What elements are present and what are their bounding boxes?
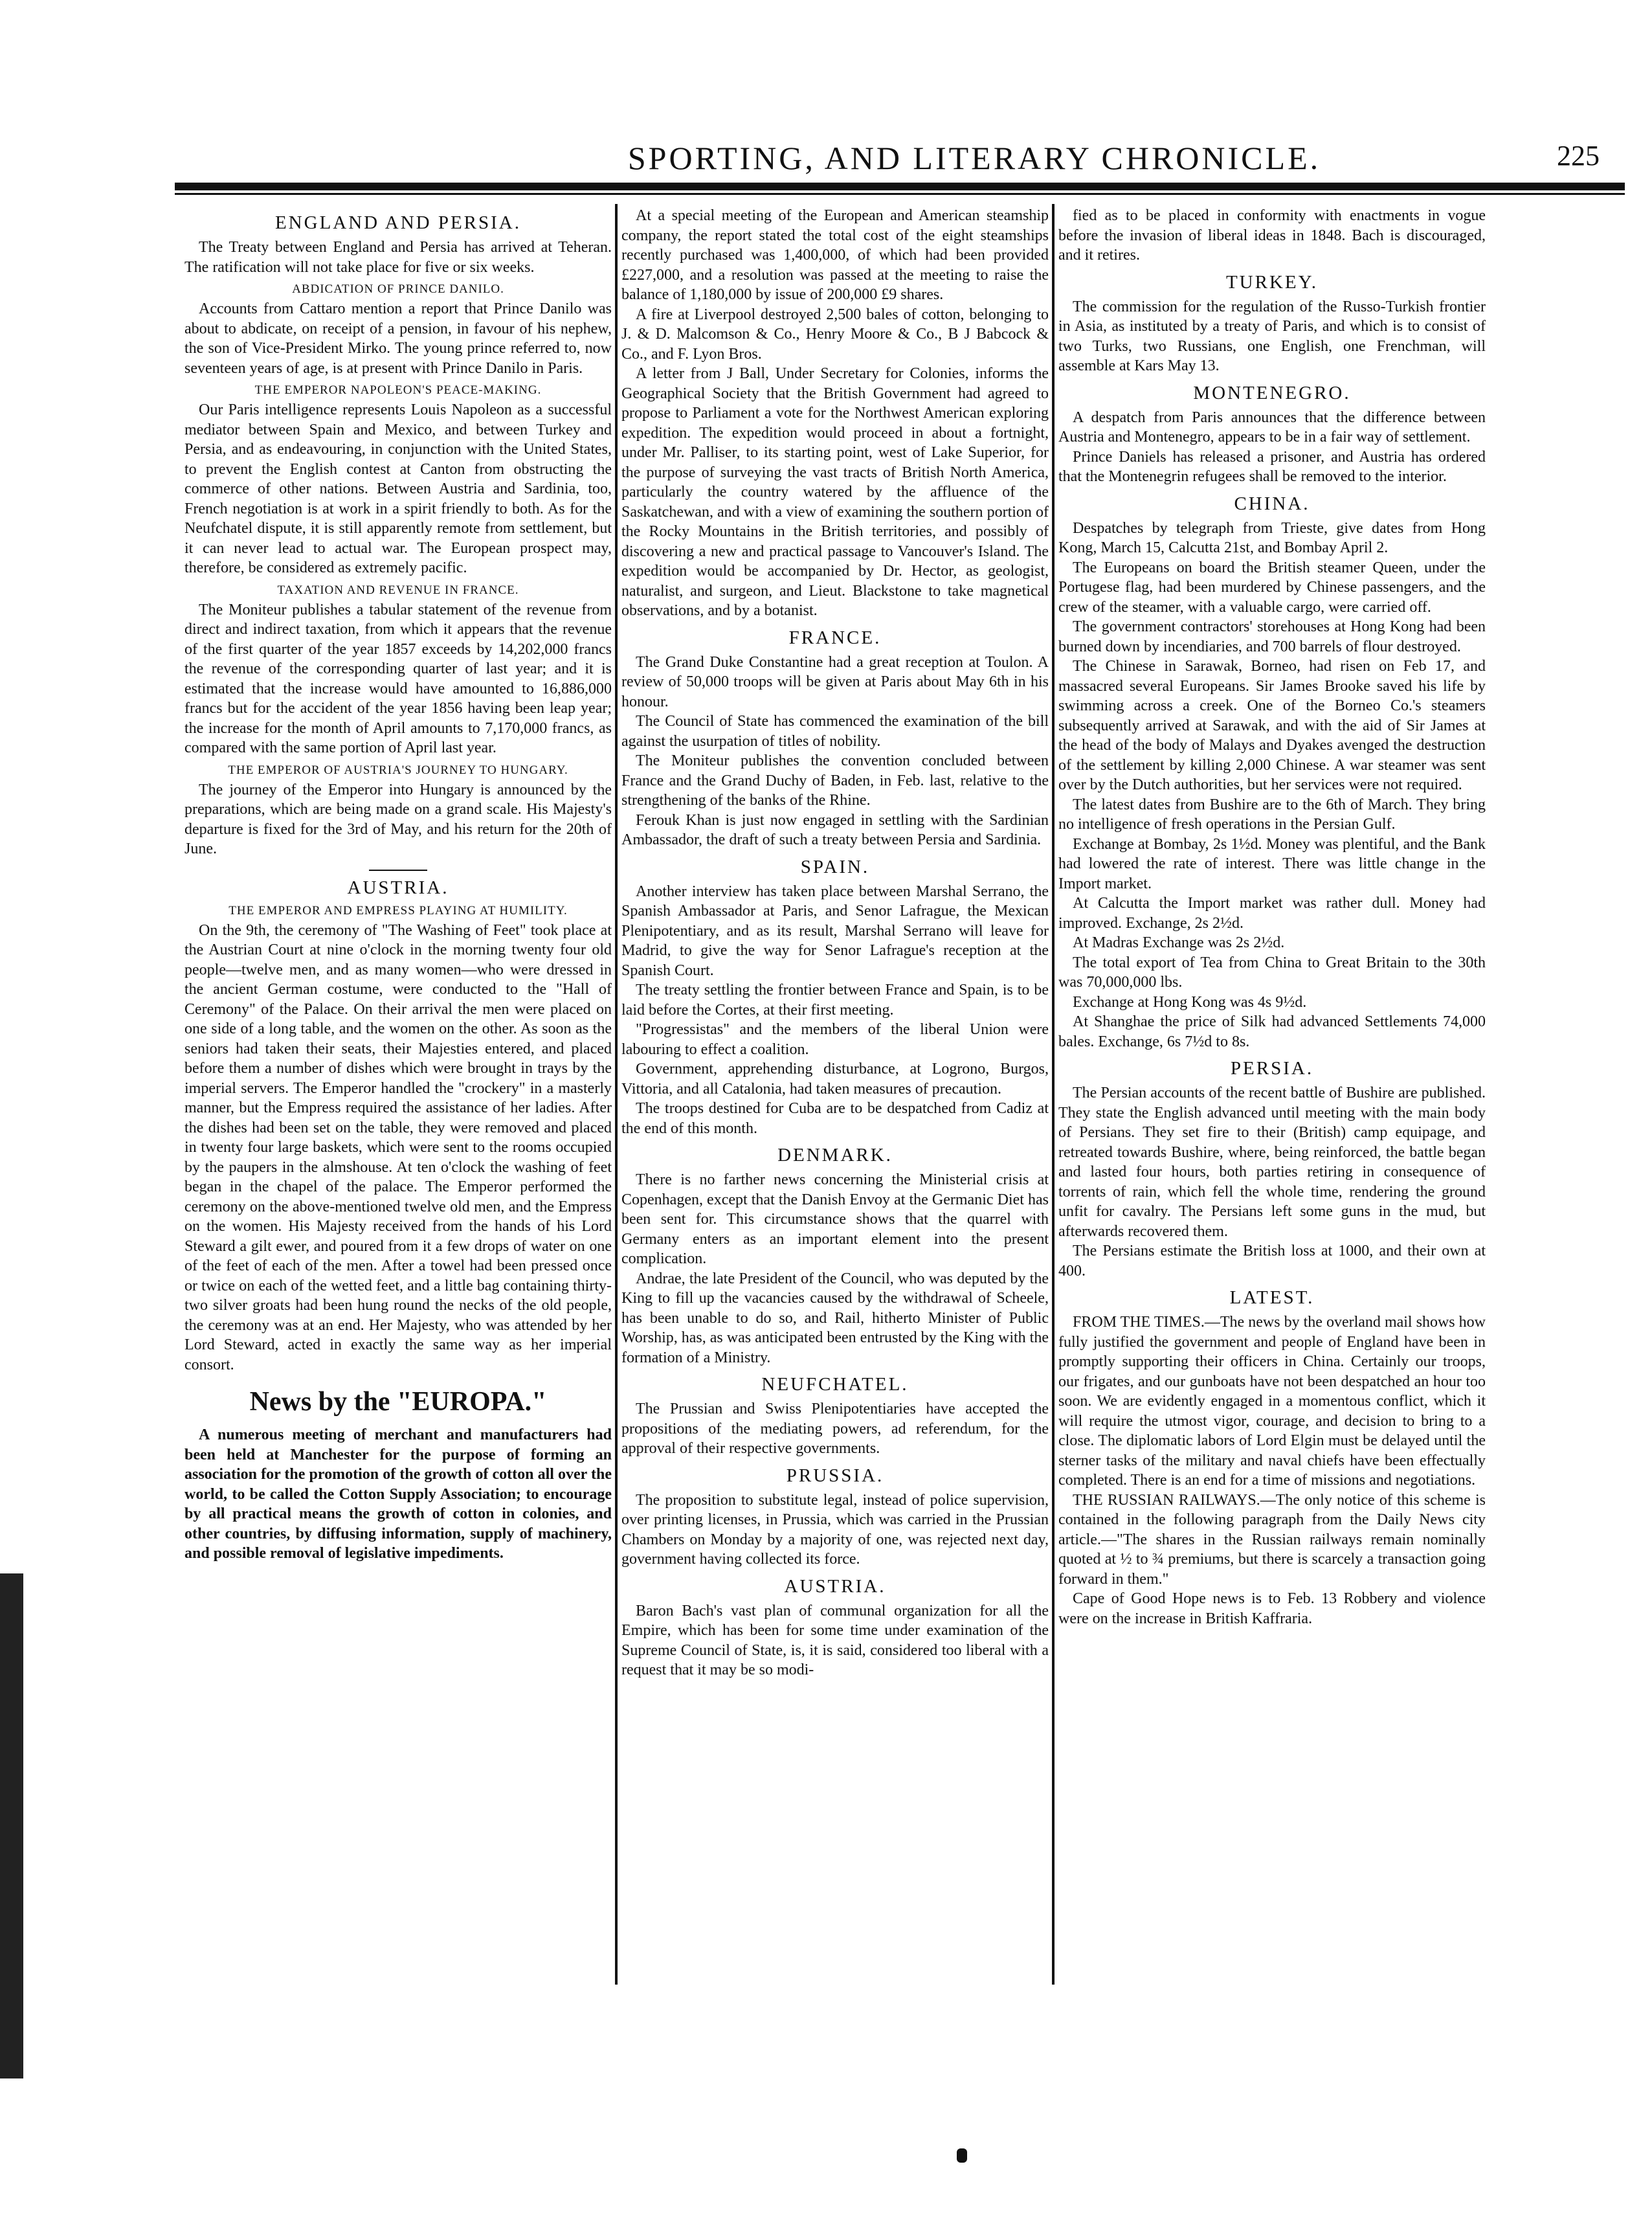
- column-divider: [615, 204, 618, 1985]
- article-paragraph: There is no farther news concerning the Ministerial crisis at Copenhagen, except that the Danish Envoy at the Germanic Diet has been sent for. This circumstance shows that the quarrel with Germany enters as an important element into the present complication.: [621, 1171, 1049, 1267]
- article-paragraph: Prince Daniels has released a prisoner, and Austria has ordered that the Montenegrin refugees shall be removed to the interior.: [1058, 448, 1486, 485]
- article-paragraph: "Progressistas" and the members of the liberal Union were labouring to effect a coalition.: [621, 1021, 1049, 1058]
- article-paragraph: The journey of the Emperor into Hungary is announced by the preparations, which are being made on a grand scale. His Majesty's departure is fixed for the 3rd of May, and his return for the 20th of June.: [184, 781, 612, 857]
- article-paragraph: Andrae, the late President of the Council, who was deputed by the King to fill up the vacancies caused by the withdrawal of Scheele, has been unable to do so, and Rail, hitherto Minister of Public Worship, has, as was anticipated been entrusted by the King with the formation of a Ministry.: [621, 1270, 1049, 1366]
- subheading: THE EMPEROR OF AUSTRIA'S JOURNEY TO HUNGARY.: [228, 763, 568, 777]
- article-paragraph: Government, apprehending disturbance, at Logrono, Burgos, Vittoria, and all Catalonia, had taken measures of precaution.: [621, 1061, 1049, 1098]
- header-rule-thin: [175, 193, 1625, 195]
- subheading: THE EMPEROR NAPOLEON'S PEACE-MAKING.: [254, 383, 542, 397]
- article-paragraph: Exchange at Hong Kong was 4s 9½d.: [1073, 993, 1307, 1011]
- column-1: [184, 206, 612, 1564]
- article-paragraph: THE RUSSIAN RAILWAYS.—The only notice of this scheme is contained in the following paragraph from the Daily News city article.—"The shares in the Russian railways remain nominally quoted at ½ to ¾ premiums, but there is scarcely a transaction going forward in them.": [1058, 1491, 1486, 1588]
- header-rule: [175, 183, 1625, 190]
- article-paragraph: A letter from J Ball, Under Secretary for Colonies, informs the Geographical Society that the British Government had agreed to propose to Parliament a vote for the Northwest American exploring expedition. The expedition would proceed in about a fortnight, under Mr. Palliser, to its starting point, west of Lake Superior, for the purpose of surveying the vast tracts of British North America, particularly the country watered by the affluence of the Saskatchewan, and with a view of examining the southern portion of the Rocky Mountains in the British territories, and possibly of discovering a new and practical passage to Vancouver's Island. The expedition would be accompanied by Dr. Hector, as geologist, naturalist, and surgeon, and Lieut. Blackstone to take magnetical observations, and by a botanist.: [621, 365, 1049, 619]
- article-paragraph: On the 9th, the ceremony of "The Washing of Feet" took place at the Austrian Court at nine o'clock in the morning twenty four old people—twelve men, and as many women—who were dressed in the ancient German costume, were conducted to the "Hall of Ceremony" of the Palace. On their arrival the men were placed on one side of a long table, and the women on the other. As soon as the seniors had taken their seats, their Majesties entered, and placed before them a number of dishes which were brought in trays by the imperial servers. The Emperor handled the "crockery" in a masterly manner, but the Empress required the assistance of her ladies. After the dishes had been set on the table, they were removed and placed in twenty four large baskets, which were sent to the rooms occupied by the paupers in the almshouse. At ten o'clock the washing of feet began in the chapel of the palace. The Emperor performed the ceremony on the above-mentioned twelve old men, and the Empress on the women. His Majesty received from the hands of his Lord Steward a gilt ewer, and poured from it a few drops of water on one of the feet of each of the men. After a towel had been pressed once or twice on each of the wetted feet, and a little bag containing thirty-two silver groats had been hung round the necks of the old people, the ceremony was at an end. Her Majesty, who was attended by her Lord Steward, acted in exactly the same way as her imperial consort.: [184, 921, 612, 1373]
- section-heading: PRUSSIA.: [786, 1465, 884, 1486]
- article-paragraph: FROM THE TIMES.—The news by the overland mail shows how fully justified the government and people of England have been in promptly supporting their officers in China. Certainly our troops, our frigates, and our gunboats have not been despatched an hour too soon. We are evidently engaged in a momentous conflict, which it will require the utmost vigor, courage, and decision to bring to a close. The diplomatic labors of Lord Elgin must be delayed until the sterner tasks of the military and naval chiefs have been effectually completed. There is an end for a time of missions and negotiations.: [1058, 1314, 1486, 1489]
- article-paragraph: The Europeans on board the British steamer Queen, under the Portugese flag, had been murdered by Chinese passengers, and the crew of the steamer, with a valuable cargo, were carried off.: [1058, 559, 1486, 616]
- section-heading: NEUFCHATEL.: [761, 1374, 909, 1395]
- article-paragraph: The Prussian and Swiss Plenipotentiaries have accepted the propositions of the mediating powers, ad referendum, for the approval of their respective governments.: [621, 1401, 1049, 1457]
- column-2: [621, 206, 1049, 1680]
- section-heading: AUSTRIA.: [784, 1575, 886, 1597]
- section-rule: [369, 870, 427, 871]
- footer-mark: [957, 2148, 967, 2163]
- article-paragraph: The Persian accounts of the recent battle of Bushire are published. They state the English advanced until meeting with the main body of Persians. They set fire to their (British) camp equipage, and retreated towards Bushire, where, being reinforced, the battle began and lasted four hours, both parties retiring in consequence of torrents of rain, which fell the whole time, rendering the ground unfit for cavalry. The Persians left some guns in the mud, but afterwards recovered them.: [1058, 1085, 1486, 1240]
- article-paragraph: The government contractors' storehouses at Hong Kong had been burned down by incendiaries, and 700 barrels of flour destroyed.: [1058, 618, 1486, 655]
- binding-edge: [0, 1573, 23, 2078]
- article-paragraph: At a special meeting of the European and American steamship company, the report stated the total cost of the eight steamships recently purchased was 1,400,000, of which had been provided £227,000, and a resolution was passed at the meeting to raise the balance of 1,180,000 by issue of 200,000 £9 shares.: [621, 207, 1049, 303]
- article-paragraph: The commission for the regulation of the Russo-Turkish frontier in Asia, as instituted by a treaty of Paris, and which is to consist of two Turks, two Russians, one English, one Frenchman, will assemble at Kars May 13.: [1058, 298, 1486, 374]
- section-heading: MONTENEGRO.: [1193, 382, 1351, 403]
- article-paragraph: fied as to be placed in conformity with enactments in vogue before the invasion of liberal ideas in 1848. Bach is discouraged, and it retires.: [1058, 207, 1486, 264]
- section-heading: LATEST.: [1229, 1287, 1315, 1308]
- article-paragraph: A despatch from Paris announces that the difference between Austria and Montenegro, appears to be in a fair way of settlement.: [1058, 409, 1486, 445]
- article-paragraph: The Moniteur publishes the convention concluded between France and the Grand Duchy of Baden, in Feb. last, relative to the strengthening of the banks of the Rhine.: [621, 752, 1049, 809]
- section-heading: DENMARK.: [777, 1145, 893, 1166]
- article-paragraph: Another interview has taken place between Marshal Serrano, the Spanish Ambassador at Paris, and Senor Lafrague, the Mexican Plenipotentiary, and as its result, Marshal Serrano will leave for Madrid, to give the way for Senor Lafrague's reception at the Spanish Court.: [621, 883, 1049, 979]
- subheading: ABDICATION OF PRINCE DANILO.: [292, 282, 504, 296]
- article-paragraph: The Treaty between England and Persia has arrived at Teheran. The ratification will not take place for five or six weeks.: [184, 239, 612, 276]
- section-heading: AUSTRIA.: [347, 877, 449, 898]
- subheading: THE EMPEROR AND EMPRESS PLAYING AT HUMILITY.: [229, 903, 568, 918]
- article-paragraph: At Shanghae the price of Silk had advanced Settlements 74,000 bales. Exchange, 6s 7½d to 8s.: [1058, 1013, 1486, 1050]
- section-heading: CHINA.: [1234, 493, 1310, 514]
- article-paragraph: Exchange at Bombay, 2s 1½d. Money was plentiful, and the Bank had lowered the rate of interest. There was little change in the Import market.: [1058, 835, 1486, 892]
- article-paragraph: The Moniteur publishes a tabular statement of the revenue from direct and indirect taxation, from which it appears that the revenue of the first quarter of the year 1857 exceeds by 14,202,000 francs the revenue of the corresponding quarter of last year; and it is estimated that the increase would have amounted to 16,886,000 francs but for the accident of the year 1856 having been leap year; the increase for the month of April amounts to 7,170,000 francs, as compared with the same portion of April last year.: [184, 601, 612, 756]
- article-paragraph: A numerous meeting of merchant and manufacturers had been held at Manchester for the purpose of forming an association for the promotion of the growth of cotton all over the world, to be called the Cotton Supply Association; to encourage by all practical means the growth of cotton in colonies, and other countries, by diffusing information, supply of machinery, and possible removal of legislative impediments.: [184, 1426, 612, 1562]
- section-heading: TURKEY.: [1225, 271, 1319, 293]
- article-paragraph: At Madras Exchange was 2s 2½d.: [1073, 934, 1285, 951]
- article-paragraph: The proposition to substitute legal, instead of police supervision, over printing licenses, in Prussia, which was carried in the Prussian Chambers on Monday by a majority of one, was rejected next day, government having collected its force.: [621, 1491, 1049, 1568]
- column-3: [1058, 206, 1486, 1628]
- section-heading: SPAIN.: [800, 856, 870, 877]
- article-paragraph: At Calcutta the Import market was rather dull. Money had improved. Exchange, 2s 2½d.: [1058, 895, 1486, 932]
- article-paragraph: Accounts from Cattaro mention a report that Prince Danilo was about to abdicate, on receipt of a pension, in favour of his nephew, the son of Vice-President Mirko. The young prince referred to, now seventeen years of age, is at present with Prince Danilo in Paris.: [184, 300, 612, 377]
- article-paragraph: The Council of State has commenced the examination of the bill against the usurpation of titles of nobility.: [621, 713, 1049, 750]
- article-paragraph: Our Paris intelligence represents Louis Napoleon as a successful mediator between Spain and Mexico, and between Turkey and Persia, and as endeavouring, in conjunction with the United States, to prevent the English contest at Canton from obstructing the commerce of other nations. Between Austria and Sardinia, too, French negotiation is at work in a spirit friendly to both. As for the Neufchatel dispute, it is still apparently remote from settlement, but it can never lead to actual war. The European prospect may, therefore, be considered as extremely pacific.: [184, 401, 612, 576]
- section-heading: ENGLAND AND PERSIA.: [274, 212, 522, 233]
- article-paragraph: The Grand Duke Constantine had a great reception at Toulon. A review of 50,000 troops will be given at Paris about May 6th in his honour.: [621, 653, 1049, 710]
- news-headline: News by the "EUROPA.": [249, 1387, 547, 1417]
- article-paragraph: Despatches by telegraph from Trieste, give dates from Hong Kong, March 15, Calcutta 21st, and Bombay April 2.: [1058, 519, 1486, 556]
- article-paragraph: Baron Bach's vast plan of communal organization for all the Empire, which has been for some time under examination of the Supreme Council of State, is, it is said, considered too liberal with a request that it may be so modi-: [621, 1602, 1049, 1678]
- running-head: SPORTING, AND LITERARY CHRONICLE.: [627, 140, 1321, 176]
- article-paragraph: Cape of Good Hope news is to Feb. 13 Robbery and violence were on the increase in British Kaffraria.: [1058, 1590, 1486, 1627]
- page-number: 225: [1557, 140, 1600, 172]
- article-paragraph: The Persians estimate the British loss at 1000, and their own at 400.: [1058, 1243, 1486, 1279]
- article-paragraph: The troops destined for Cuba are to be despatched from Cadiz at the end of this month.: [621, 1100, 1049, 1137]
- section-heading: FRANCE.: [788, 627, 882, 648]
- column-divider: [1052, 204, 1055, 1985]
- article-paragraph: The latest dates from Bushire are to the 6th of March. They bring no intelligence of fresh operations in the Persian Gulf.: [1058, 796, 1486, 833]
- article-paragraph: A fire at Liverpool destroyed 2,500 bales of cotton, belonging to J. & D. Malcomson & Co., Henry Moore & Co., B J Babcock & Co., and F. Lyon Bros.: [621, 306, 1049, 363]
- article-paragraph: The treaty settling the frontier between France and Spain, is to be laid before the Cortes, at their first meeting.: [621, 982, 1049, 1019]
- article-paragraph: Ferouk Khan is just now engaged in settling with the Sardinian Ambassador, the draft of such a treaty between Persia and Sardinia.: [621, 811, 1049, 848]
- section-heading: PERSIA.: [1230, 1058, 1314, 1079]
- article-paragraph: The total export of Tea from China to Great Britain to the 30th was 70,000,000 lbs.: [1058, 954, 1486, 991]
- subheading: TAXATION AND REVENUE IN FRANCE.: [277, 583, 519, 597]
- article-paragraph: The Chinese in Sarawak, Borneo, had risen on Feb 17, and massacred several Europeans. Sir James Brooke saved his life by swimming across a creek. One of the Borneo Co.'s steamers subsequently arrived at Sarawak, and with the aid of Sir James at the head of the body of Malays and Dyakes avenged the destruction of the settlement by killing 2,000 Chinese. A war steamer was sent over by the Dutch authorities, but her services were not required.: [1058, 658, 1486, 793]
